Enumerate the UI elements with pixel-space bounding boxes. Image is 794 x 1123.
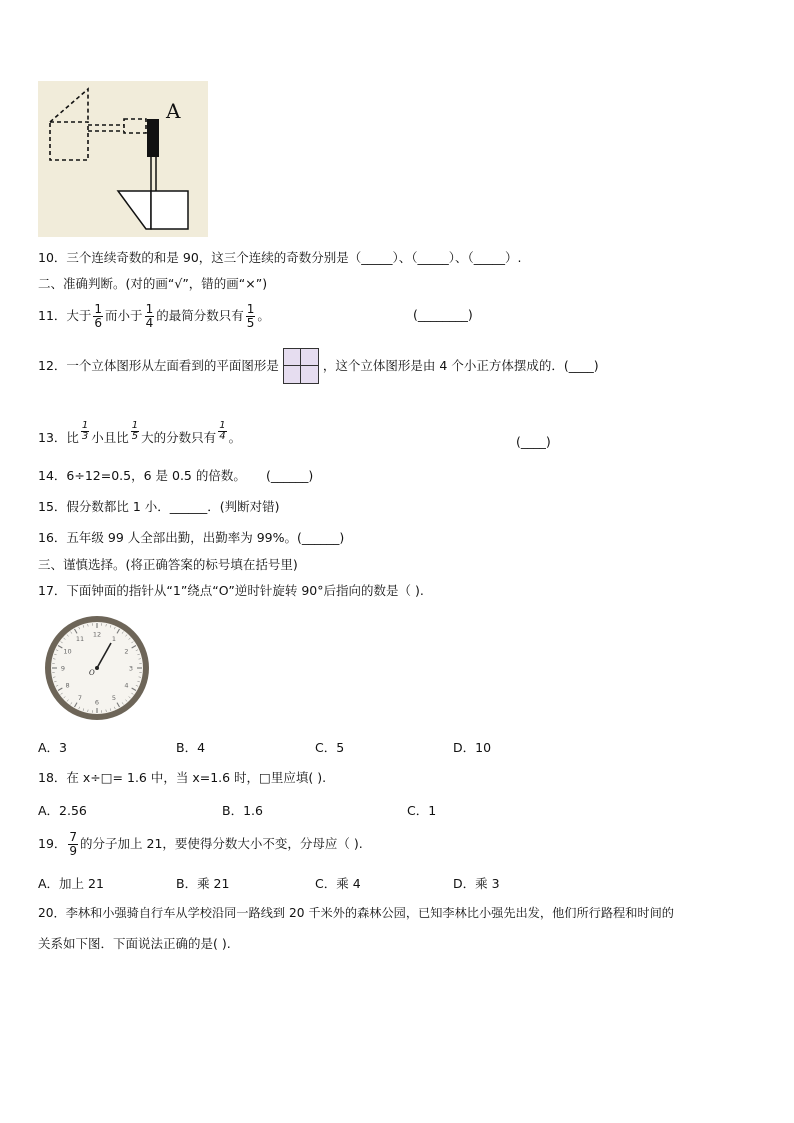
q19-option-a[interactable]: A．加上 21 [38,876,104,891]
question-15: 15．假分数都比 1 小．______．(判断对错) [38,499,280,514]
fraction-1-3: $\frac{1}{3}$ [81,420,89,442]
clock-center-label: O [89,669,95,677]
question-10: 10．三个连续奇数的和是 90，这三个连续的奇数分别是（_____）、（_____）、（_____）. [38,250,522,265]
clock-face [42,613,152,723]
q18-option-b[interactable]: B．1.6 [222,803,263,818]
q18-option-c[interactable]: C．1 [407,803,437,818]
clock-number: 3 [128,664,134,673]
q19-option-c[interactable]: C．乘 4 [315,876,361,891]
rotation-figure [38,81,208,237]
clock-number: 8 [65,681,70,690]
question-18: 18．在 x÷□= 1.6 中，当 x=1.6 时，□里应填( ). [38,770,327,785]
clock-svg [42,613,152,723]
section-3-title: 三、谨慎选择。(将正确答案的标号填在括号里) [38,557,298,572]
q17-option-b[interactable]: B．4 [176,740,206,755]
question-13: 13．比 $\frac{1}{3}$ 小且比 $\frac{1}{5}$ 大的分数只有 $\frac{1}{4}$ 。 [38,420,242,445]
question-20-line-1: 20．李林和小强骑自行车从学校沿同一路线到 20 千米外的森林公园，已知李林比小强先出发，他们所行路程和时间的 [38,906,674,920]
q19-option-d[interactable]: D．乘 3 [453,876,500,891]
question-13-answer[interactable]: (____) [516,434,551,449]
label-a: A [166,99,181,123]
q19-option-b[interactable]: B．乘 21 [176,876,230,891]
fraction-1-4: $\frac{1}{4}$ [145,301,154,330]
q17-option-c[interactable]: C．5 [315,740,345,755]
clock-number: 11 [75,635,85,644]
question-14-answer[interactable]: (______) [266,468,314,483]
question-11: 11．大于 $\frac{1}{6}$ 而小于 $\frac{1}{4}$ 的最简分数只有 $\frac{1}{5}$ 。 [38,301,270,330]
q18-option-a[interactable]: A．2.56 [38,803,87,818]
question-19: 19． $\frac{7}{9}$ 的分子加上 21，要使得分数大小不变，分母应（ ). [38,829,363,858]
q17-option-d[interactable]: D．10 [453,740,492,755]
fraction-1-5: $\frac{1}{5}$ [246,301,255,330]
fraction-1-5b: $\frac{1}{5}$ [131,420,139,442]
clock-number: 9 [60,664,66,673]
clock-number: 10 [63,647,72,656]
fraction-1-4b: $\frac{1}{4}$ [219,420,226,442]
question-11-answer[interactable]: (________) [413,307,473,322]
question-16: 16．五年级 99 人全部出勤，出勤率为 99%。(______) [38,530,345,545]
question-14: 14．6÷12=0.5，6 是 0.5 的倍数。 [38,468,246,483]
question-17: 17．下面钟面的指针从“1”绕点“O”逆时针旋转 90°后指向的数是（ ). [38,583,424,598]
clock-number: 1 [111,635,117,644]
rotation-figure-svg [38,81,208,237]
clock-number: 2 [124,647,129,656]
question-20-line-2: 关系如下图．下面说法正确的是( ). [38,936,231,951]
clock-number: 6 [94,698,100,707]
clock-number: 4 [124,681,129,690]
question-12: 12．一个立体图形从左面看到的平面图形是 ，这个立体图形是由 4 个小正方体摆成的．(____) [38,348,599,384]
clock-number: 12 [92,630,102,639]
clock-number: 5 [111,693,117,702]
q17-option-a[interactable]: A．3 [38,740,68,755]
section-2-title: 二、准确判断。(对的画“√”，错的画“×”) [38,276,268,291]
fraction-7-9: $\frac{7}{9}$ [69,829,78,858]
clock-number: 7 [77,693,83,702]
four-square-grid-icon [283,348,319,384]
fraction-1-6: $\frac{1}{6}$ [94,301,103,330]
